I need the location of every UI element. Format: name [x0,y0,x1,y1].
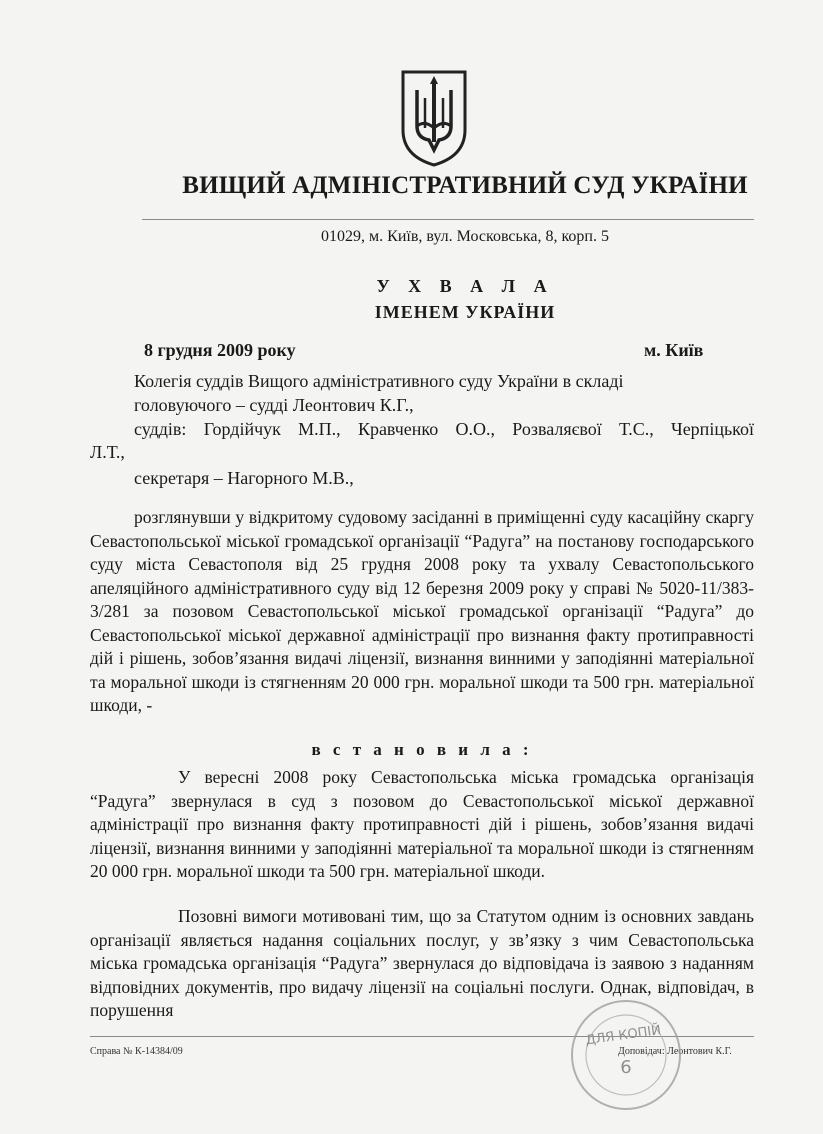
facts-paragraph [90,766,754,884]
consideration-text: розглянувши у відкритому судовому засіданні в приміщенні суду касаційну скаргу Севастопольської міської громадської організації “Радуга” на постанову господарського суду міста Севастополя від 25 грудня 2008 року та ухвалу Севастопольського апеляційного адміністративного суду від 12 березня 2009 року у справі № 5020-11/383-3/281 за позовом Севастопольської міської громадської організації “Радуга” до Севастопольської міської державної адміністрації про визнання факту протиправності дій і рішень, зобов’язання видачі ліцензії, визнання винними у заподіянні матеріальної та моральної шкоди із стягненням 20 000 грн. моральної шкоди та 500 грн. матеріальної шкоди, - [90,507,754,715]
collegium-line: Колегія суддів Вищого адміністративного суду України в складі [134,371,624,391]
court-name: ВИЩИЙ АДМІНІСТРАТИВНИЙ СУД УКРАЇНИ [182,172,748,199]
facts-text: У вересні 2008 року Севастопольська міська громадська організація “Радуга” звернулася в суд з позовом до Севастопольської міської державної адміністрації про визнання факту протиправності дій і рішень, зобов’язання видачі ліцензії, визнання винними у заподіянні матеріальної та моральної шкоди із стягненням 20 000 грн. моральної шкоди та 500 грн. матеріальної шкоди. [90,767,754,881]
case-reference: Справа № К-14384/09 [90,1046,183,1057]
stamp-page-number: 6 [620,1057,632,1078]
judges-line: суддів: Гордійчук М.П., Кравченко О.О., Розваляєвої Т.С., Черпіцької [134,419,754,439]
reporter-judge: Доповідач: Леонтович К.Г. [618,1046,732,1057]
document-subtitle: ІМЕНЕМ УКРАЇНИ [374,302,556,322]
presiding-judge-line: головуючого – судді Леонтович К.Г., [134,395,414,415]
copy-stamp [566,995,686,1115]
stamp-label: ДЛЯ КОПІЙ [584,1022,662,1049]
court-address: 01029, м. Київ, вул. Московська, 8, корп. 5 [321,228,609,245]
document-city: м. Київ [644,340,704,360]
document-type: У Х В А Л А [376,276,554,296]
consideration-paragraph [90,506,754,718]
judges-line-continued: Л.Т., [90,442,125,462]
claims-text: Позовні вимоги мотивовані тим, що за Статутом одним із основних завдань організації являється надання соціальних послуг, у зв’язку з чим Севастопольська міська громадська організація “Радуга” звернулася до відповідача із заявою з наданням відповідних документів, про видачу ліцензії на соціальні послуги. Однак, відповідач, в порушення [90,906,754,1020]
established-heading: в с т а н о в и л а : [311,740,533,759]
coat-of-arms-icon [399,68,469,168]
secretary-line: секретаря – Нагорного М.В., [134,468,354,488]
header-divider [142,219,754,220]
document-date: 8 грудня 2009 року [144,340,296,360]
